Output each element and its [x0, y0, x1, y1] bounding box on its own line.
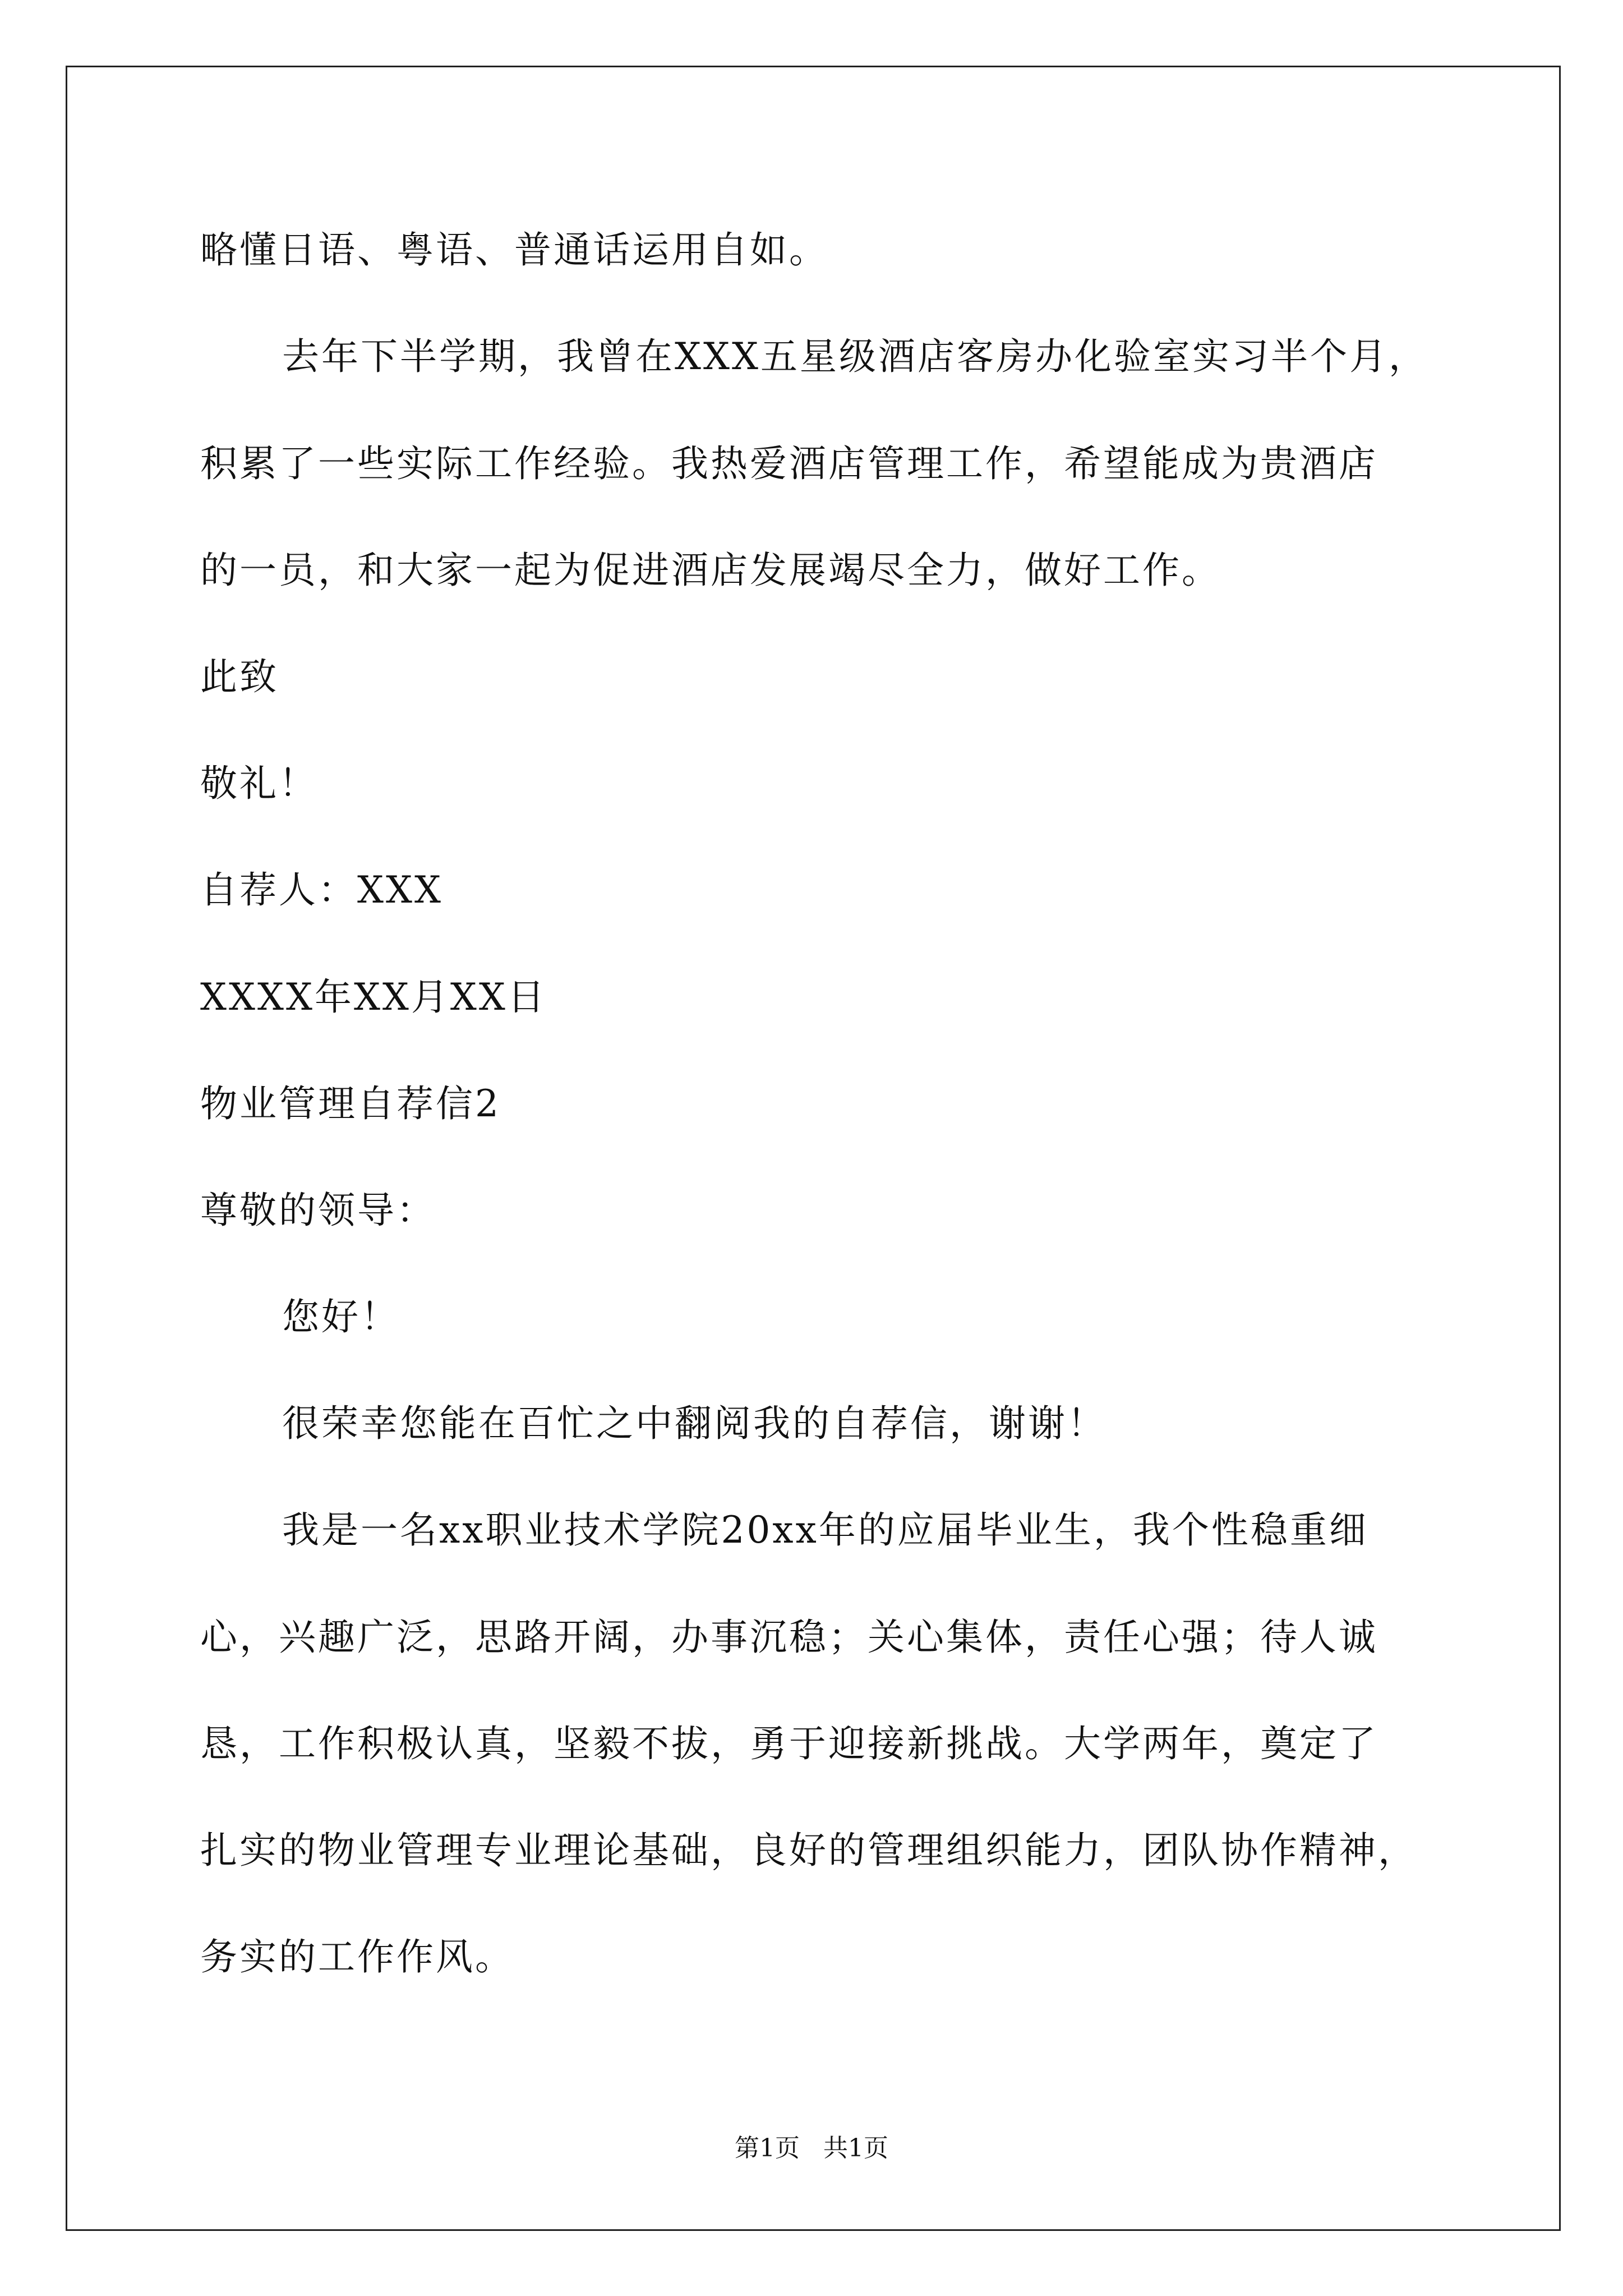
body-line: 积累了一些实际工作经验。我热爱酒店管理工作，希望能成为贵酒店: [200, 442, 1378, 485]
letter-title: 物业管理自荐信2: [200, 1082, 501, 1125]
body-line: 您好！: [282, 1295, 400, 1338]
signature-line: 自荐人：XXX: [200, 868, 443, 912]
body-line: 的一员，和大家一起为促进酒店发展竭尽全力，做好工作。: [200, 549, 1221, 592]
closing-salutation: 此致: [200, 655, 279, 698]
body-line: 恳，工作积极认真，坚毅不拔，勇于迎接新挑战。大学两年，奠定了: [200, 1722, 1378, 1765]
page-footer: 第1页 共1页: [735, 2134, 888, 2162]
body-line: 务实的工作作风。: [200, 1935, 514, 1978]
body-line: 去年下半学期，我曾在XXX五星级酒店客房办化验室实习半个月，: [282, 335, 1428, 378]
greeting-line: 尊敬的领导：: [200, 1189, 436, 1232]
date-line: XXXX年XX月XX日: [200, 976, 547, 1019]
body-line: 略懂日语、粤语、普通话运用自如。: [200, 228, 828, 272]
body-line: 我是一名xx职业技术学院20xx年的应届毕业生，我个性稳重细: [282, 1508, 1368, 1552]
closing-regards: 敬礼！: [200, 762, 318, 805]
body-line: 心，兴趣广泛，思路开阔，办事沉稳；关心集体，责任心强；待人诚: [200, 1616, 1378, 1659]
body-line: 扎实的物业管理专业理论基础，良好的管理组织能力，团队协作精神，: [200, 1829, 1417, 1872]
body-line: 很荣幸您能在百忙之中翻阅我的自荐信，谢谢！: [282, 1402, 1106, 1445]
page-frame: [66, 66, 1561, 2231]
